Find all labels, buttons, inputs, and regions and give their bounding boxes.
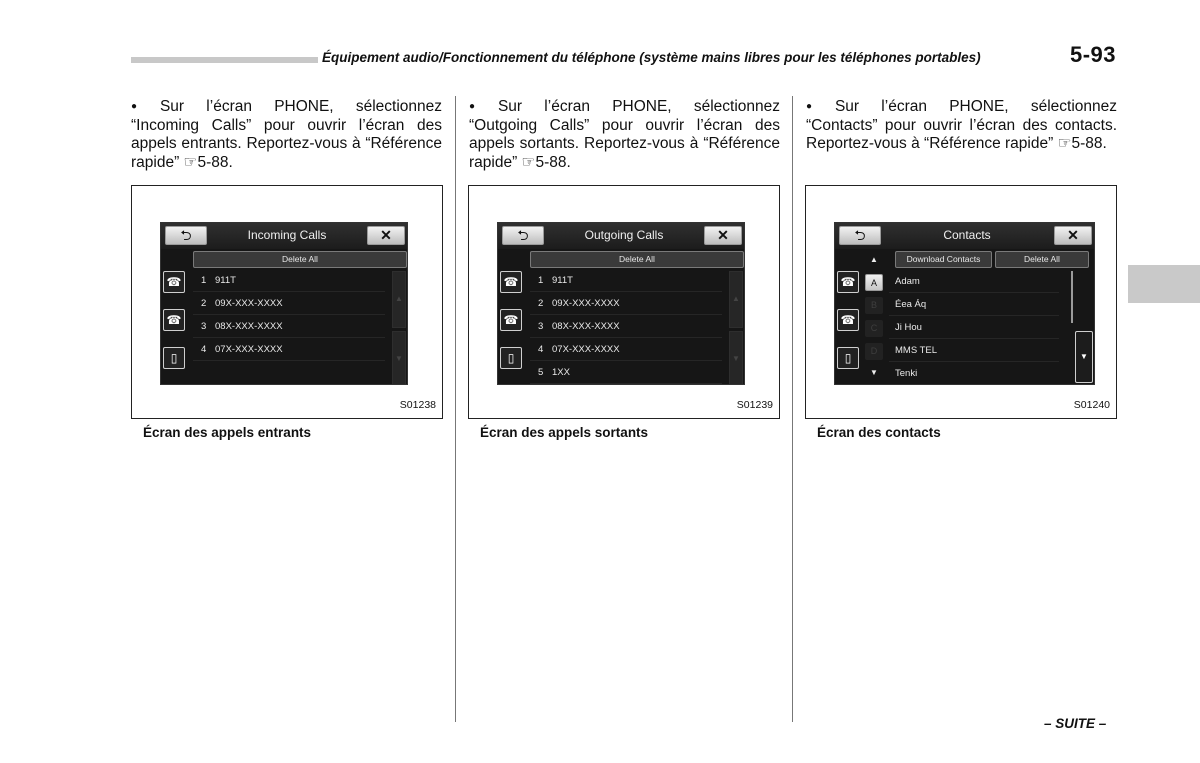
- chevron-up-icon: ▲: [395, 294, 403, 303]
- outgoing-call-icon: ☎: [503, 313, 519, 327]
- delete-all-button[interactable]: Delete All: [193, 251, 407, 268]
- call-list-item[interactable]: 1 911T: [530, 270, 722, 292]
- figure-code: S01239: [736, 399, 773, 411]
- call-list-item[interactable]: 4 07X-XXX-XXXX: [530, 339, 722, 361]
- contact-list-item[interactable]: Ji Hou: [889, 317, 1059, 339]
- close-icon: ✕: [717, 227, 729, 243]
- outgoing-call-tab[interactable]: [500, 309, 522, 331]
- incoming-call-tab[interactable]: [500, 271, 522, 293]
- incoming-call-tab[interactable]: [163, 271, 185, 293]
- outgoing-calls-screen: [497, 222, 745, 385]
- incoming-call-icon: ☎: [840, 275, 856, 289]
- call-list-item[interactable]: 3 08X-XXX-XXXX: [193, 316, 385, 338]
- thumb-index-tab: [1128, 265, 1200, 303]
- chevron-up-icon: ▲: [732, 294, 740, 303]
- figure-caption: Écran des appels entrants: [143, 425, 312, 440]
- contacts-tab[interactable]: [500, 347, 522, 369]
- contacts-tab[interactable]: [837, 347, 859, 369]
- mobile-phone-icon: ▯: [507, 351, 515, 365]
- outgoing-call-tab[interactable]: [163, 309, 185, 331]
- delete-all-button[interactable]: Delete All: [995, 251, 1089, 268]
- instruction-text: Sur l’écran PHONE, sélectionnez “Contacts” pour ouvrir l’écran des contacts. Reportez-vous à “Référence rapide” ☞5-88.: [806, 98, 1118, 152]
- contact-list-item[interactable]: Adam: [889, 271, 1059, 293]
- figure-code: S01238: [399, 399, 436, 411]
- contact-list-item[interactable]: MMS TEL: [889, 340, 1059, 362]
- download-contacts-button[interactable]: Download Contacts: [895, 251, 992, 268]
- mobile-phone-icon: ▯: [844, 351, 852, 365]
- instruction-paragraph: [469, 98, 780, 172]
- column-divider: [792, 96, 793, 722]
- bullet-icon: ●: [131, 101, 155, 112]
- page-number: 5-93: [1070, 42, 1117, 67]
- close-button[interactable]: [367, 226, 405, 245]
- close-button[interactable]: [704, 226, 742, 245]
- contact-list-item[interactable]: Tenki: [889, 363, 1059, 385]
- back-button[interactable]: [839, 226, 881, 245]
- contacts-tab[interactable]: [163, 347, 185, 369]
- instruction-paragraph: [806, 98, 1117, 154]
- outgoing-call-tab[interactable]: [837, 309, 859, 331]
- contact-list-item[interactable]: Éea Áq: [889, 294, 1059, 316]
- figure-incoming-calls: [131, 185, 443, 419]
- call-list-item[interactable]: 1 911T: [193, 270, 385, 292]
- call-list-item[interactable]: 2 09X-XXX-XXXX: [193, 293, 385, 315]
- incoming-calls-screen: [160, 222, 408, 385]
- figure-contacts: [805, 185, 1117, 419]
- header-rule: [131, 57, 318, 63]
- scroll-down-button[interactable]: [392, 331, 406, 385]
- scroll-down-button[interactable]: [1075, 331, 1093, 383]
- bullet-icon: ●: [806, 101, 830, 112]
- call-list-item[interactable]: 3 08X-XXX-XXXX: [530, 316, 722, 338]
- call-list-item[interactable]: 5 1XX: [530, 362, 722, 384]
- mobile-phone-icon: ▯: [170, 351, 178, 365]
- instruction-paragraph: [131, 98, 442, 172]
- back-button[interactable]: [165, 226, 207, 245]
- outgoing-call-icon: ☎: [840, 313, 856, 327]
- scroll-down-button[interactable]: [729, 331, 743, 385]
- close-icon: ✕: [380, 227, 392, 243]
- figure-outgoing-calls: [468, 185, 780, 419]
- back-arrow-icon: ⮌: [517, 227, 529, 243]
- back-arrow-icon: ⮌: [854, 227, 866, 243]
- chevron-down-icon: ▼: [395, 354, 403, 363]
- continued-label: – SUITE –: [1044, 716, 1107, 731]
- scroll-up-button[interactable]: [392, 271, 406, 328]
- call-list-item[interactable]: 4 07X-XXX-XXXX: [193, 339, 385, 361]
- delete-all-button[interactable]: Delete All: [530, 251, 744, 268]
- instruction-text: Sur l’écran PHONE, sélectionnez “Outgoing Calls” pour ouvrir l’écran des appels sortants. Reportez-vous à “Référence rapide” ☞5-88.: [469, 98, 781, 171]
- figure-code: S01240: [1073, 399, 1110, 411]
- scrollbar[interactable]: [1071, 271, 1073, 323]
- chevron-down-icon: ▼: [1080, 352, 1088, 361]
- outgoing-call-icon: ☎: [166, 313, 182, 327]
- screen-title: Incoming Calls: [247, 228, 327, 242]
- figure-caption: Écran des appels sortants: [480, 425, 649, 440]
- bullet-icon: ●: [469, 101, 493, 112]
- close-button[interactable]: [1054, 226, 1092, 245]
- alphabet-down-icon[interactable]: ▼: [870, 368, 878, 377]
- alphabet-index-d[interactable]: D: [865, 343, 883, 360]
- alphabet-up-icon[interactable]: ▲: [870, 255, 878, 264]
- alphabet-index-a[interactable]: A: [865, 274, 883, 291]
- contacts-screen: [834, 222, 1095, 385]
- back-button[interactable]: [502, 226, 544, 245]
- call-list-item[interactable]: 2 09X-XXX-XXXX: [530, 293, 722, 315]
- column-divider: [455, 96, 456, 722]
- chevron-down-icon: ▼: [732, 354, 740, 363]
- instruction-text: Sur l’écran PHONE, sélectionnez “Incoming Calls” pour ouvrir l’écran des appels entrants. Reportez-vous à “Référence rapide” ☞5-88.: [131, 98, 443, 171]
- alphabet-index-b[interactable]: B: [865, 297, 883, 314]
- scroll-up-button[interactable]: [729, 271, 743, 328]
- incoming-call-tab[interactable]: [837, 271, 859, 293]
- header-title: Équipement audio/Fonctionnement du téléphone (système mains libres pour les téléphones portables): [322, 50, 981, 65]
- back-arrow-icon: ⮌: [180, 227, 192, 243]
- incoming-call-icon: ☎: [166, 275, 182, 289]
- screen-title: Contacts: [943, 228, 991, 242]
- figure-caption: Écran des contacts: [817, 425, 941, 440]
- screen-title: Outgoing Calls: [584, 228, 664, 242]
- incoming-call-icon: ☎: [503, 275, 519, 289]
- close-icon: ✕: [1067, 227, 1079, 243]
- alphabet-index-c[interactable]: C: [865, 320, 883, 337]
